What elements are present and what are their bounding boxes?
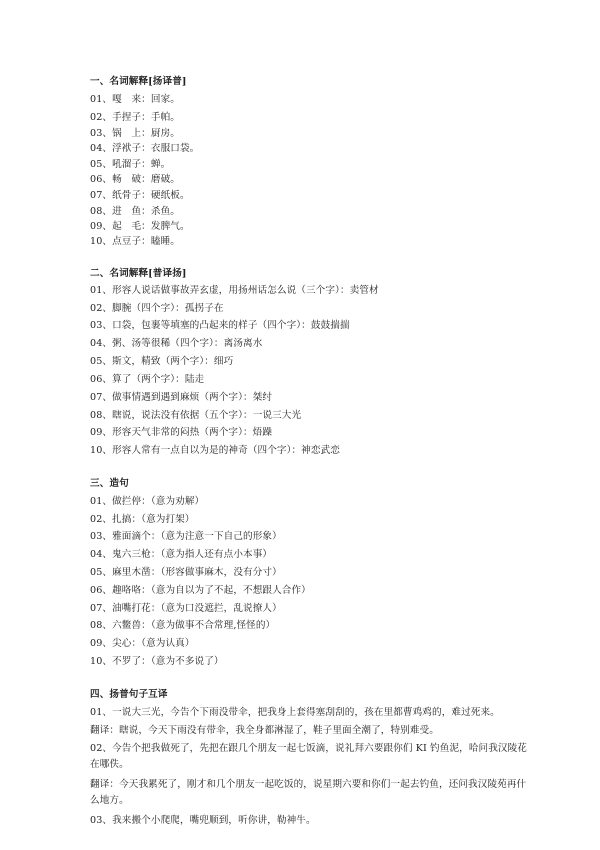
section3-item-08: 08、六鳖兽：（意为做事不合常理,怪怪的） — [90, 620, 276, 631]
section2-item-04: 04、粥、汤等很稀（四个字）：离汤离水 — [90, 338, 263, 349]
section3-item-04: 04、鬼六三枪：（意为指人还有点小本事） — [90, 549, 273, 560]
section1-item-02: 02、手捏子：手帕。 — [90, 112, 180, 123]
section1-item-09: 09、起 毛：发脾气。 — [90, 221, 190, 232]
section2-item-08: 08、瞎说，说法没有依据（五个字）：一说三大光 — [90, 410, 302, 421]
section4-translation-02: 翻译：今天我累死了，刚才和几个朋友一起吃饭的，说星期六要和你们一起去钓鱼，还问我汉陵苑再什么地方。 — [90, 779, 527, 806]
section4-question-01: 01、一说大三光，今告个下雨没带伞，把我身上套得塞刮刮的，孩在里都曹鸡鸡的，难过死来。 — [90, 707, 500, 718]
section1-item-04: 04、浮袱子：衣服口袋。 — [90, 143, 200, 154]
section4-question-02: 02、今告个把我做死了，先把在跟几个朋友一起七饭滴，说礼拜六要跟你们 KI 钓鱼泥，哈问我汉陵花在哪佚。 — [90, 743, 527, 770]
section3-item-07: 07、油嘴打花：（意为口没遮拦，乱说撩人） — [90, 603, 282, 614]
section3-item-01: 01、做拦停：（意为劝解） — [90, 496, 205, 507]
section1-item-05: 05、吼溜子：蝉。 — [90, 159, 171, 170]
section3-item-02: 02、扎搞：（意为打架） — [90, 514, 195, 525]
section3-item-09: 09、尖心：（意为认真） — [90, 638, 195, 649]
section4-question-03: 03、我来搬个小爬爬，嘴兜顺到，听你讲，勒神牛。 — [90, 815, 316, 826]
section1-item-08: 08、进 鱼：杀鱼。 — [90, 206, 180, 217]
section1-item-10: 10、点豆子：瞌睡。 — [90, 236, 180, 247]
section4-translation-01: 翻译：瞎说，今天下雨没有带伞，我全身都淋湿了，鞋子里面全潮了，特别难受。 — [90, 725, 439, 736]
section3-item-06: 06、趣咯咯：（意为自以为了不起，不想跟人合作） — [90, 585, 311, 596]
section3-item-10: 10、不罗了：（意为不多说了） — [90, 656, 224, 667]
section2-item-05: 05、斯文，精致（两个字）：细巧 — [90, 356, 234, 367]
section3-heading: 三、造句 — [90, 478, 129, 489]
section2-item-10: 10、形容人常有一点自以为是的神奇（四个字）：神恋武恋 — [90, 445, 340, 456]
section2-heading: 二、名词解释[普译扬] — [90, 268, 187, 279]
section2-item-06: 06、算了（两个字）：陆走 — [90, 374, 205, 385]
section1-item-06: 06、畅 破：磨破。 — [90, 174, 180, 185]
section2-item-03: 03、口袋，包裹等填塞的凸起来的样子（四个字）：鼓鼓揣揣 — [90, 320, 350, 331]
section2-item-09: 09、形容天气非常的闷热（两个字）：焐躁 — [90, 427, 273, 438]
section2-item-02: 02、脚腕（四个字）：孤拐子在 — [90, 303, 224, 314]
section2-item-01: 01、形容人说话做事故弄玄虚，用扬州话怎么说（三个字）：卖管材 — [90, 285, 379, 296]
section1-item-03: 03、锅 上：厨房。 — [90, 128, 180, 139]
section4-heading: 四、扬普句子互译 — [90, 689, 168, 700]
section2-item-07: 07、做事情遇到遇到麻烦（两个字）：桀纣 — [90, 392, 273, 403]
section1-item-01: 01、嘎 来：回家。 — [90, 94, 180, 105]
section1-heading: 一、名词解释[扬译普] — [90, 76, 187, 87]
section1-item-07: 07、纸骨子：硬纸板。 — [90, 190, 190, 201]
section3-item-05: 05、麻里木凿：（形容做事麻木，没有分寸） — [90, 567, 282, 578]
section3-item-03: 03、雅面滴个：（意为注意一下自己的形象） — [90, 531, 282, 542]
